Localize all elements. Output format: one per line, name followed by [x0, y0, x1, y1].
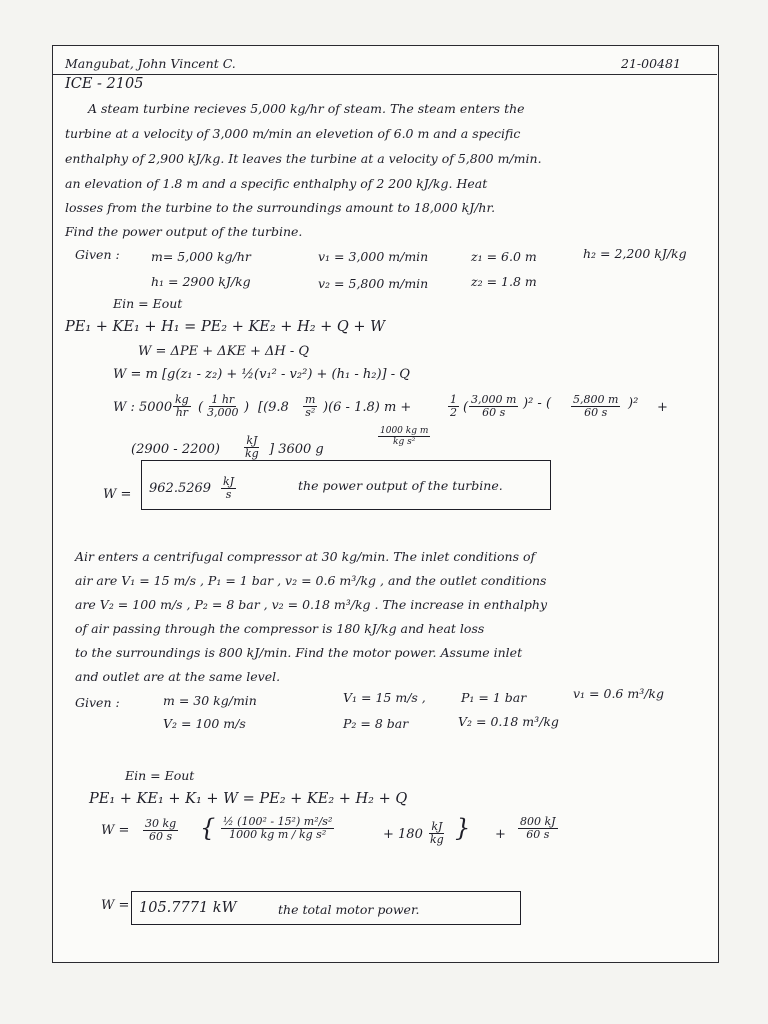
p1-line-1: A steam turbine recieves 5,000 kg/hr of steam. The steam enters the: [88, 101, 525, 116]
p1-eq5-conv: ] 3600 g: [269, 442, 324, 457]
frac-den: kg s²: [393, 437, 416, 447]
p2-plus-q: +: [495, 827, 506, 842]
p2-plus-h: + 180: [383, 827, 423, 842]
frac-num: 800 kJ: [520, 815, 556, 828]
p2-brace-open: {: [200, 814, 216, 842]
p1-given-z1: z₁ = 6.0 m: [471, 249, 537, 264]
frac-num: 1: [450, 393, 457, 406]
p1-eq4-plus: +: [657, 400, 668, 415]
p2-result-label: W =: [101, 898, 130, 913]
p2-given-v2: V₂ = 0.18 m³/kg: [458, 714, 559, 729]
frac-den: 2: [450, 406, 457, 419]
worksheet: [52, 45, 719, 963]
p1-frac-kj-kg: [243, 435, 261, 460]
p1-given-v1: v₁ = 3,000 m/min: [318, 249, 429, 264]
p1-given-h2: h₂ = 2,200 kJ/kg: [583, 246, 687, 261]
p1-result-label: W =: [103, 487, 132, 502]
p2-frac-ke: [221, 816, 334, 841]
p1-eq4-mass: W : 5000: [113, 400, 173, 415]
frac-num: m: [305, 393, 316, 406]
frac-num: kJ: [246, 434, 258, 447]
frac-num: 1 hr: [211, 393, 235, 406]
p1-minus: )² - (: [523, 396, 552, 411]
frac-num: kJ: [431, 820, 443, 833]
p1-given-label: Given :: [75, 247, 120, 262]
frac-den: s: [225, 488, 232, 501]
p1-line-6: Find the power output of the turbine.: [65, 224, 303, 239]
p1-given-v2: v₂ = 5,800 m/min: [318, 276, 429, 291]
p2-given-V2: V₂ = 100 m/s: [163, 716, 246, 731]
p1-frac-v1: [469, 394, 518, 419]
p1-eq5-dh: (2900 - 2200): [131, 442, 220, 457]
p1-result-value: 962.5269: [149, 481, 212, 496]
p1-sq: )²: [628, 396, 639, 411]
p1-eq-2: W = ΔPE + ΔKE + ΔH - Q: [138, 344, 310, 359]
p1-frac-kg-hr: [173, 394, 191, 419]
p2-frac-kj-kg: [428, 821, 446, 846]
frac-den: s²: [305, 406, 316, 419]
student-id: 21-00481: [621, 56, 681, 71]
p1-energy-balance: Ein = Eout: [113, 296, 183, 311]
frac-den: 3,000: [207, 406, 239, 419]
frac-den: 60 s: [526, 828, 550, 841]
frac-num: 1000 kg m: [380, 426, 429, 436]
p2-w-label: W =: [101, 823, 130, 838]
header-rule: [53, 74, 717, 75]
frac-num: ½ (100² - 15²) m²/s²: [223, 815, 333, 828]
p2-line-5: to the surroundings is 800 kJ/min. Find the motor power. Assume inlet: [75, 645, 523, 660]
frac-den: 60 s: [482, 406, 506, 419]
frac-num: kg: [175, 393, 189, 406]
p2-brace-close: }: [455, 814, 471, 842]
frac-num: 30 kg: [145, 817, 177, 830]
frac-den: kg: [430, 833, 444, 846]
frac-den: hr: [175, 406, 189, 419]
frac-num: kJ: [223, 475, 235, 488]
frac-num: 3,000 m: [471, 393, 517, 406]
p1-given-z2: z₂ = 1.8 m: [471, 274, 537, 289]
p1-frac-kgm: [378, 426, 430, 447]
p1-paren-close: ): [244, 400, 250, 415]
p2-line-3: are V₂ = 100 m/s , P₂ = 8 bar , v₂ = 0.18 m³/kg . The increase in enthalphy: [75, 597, 548, 612]
p1-eq4-dz: )(6 - 1.8) m +: [323, 400, 412, 415]
p2-given-m: m = 30 kg/min: [163, 693, 257, 708]
p1-line-5: losses from the turbine to the surroundings amount to 18,000 kJ/hr.: [65, 200, 496, 215]
frac-den: 60 s: [584, 406, 608, 419]
frac-den: 1000 kg m / kg s²: [229, 828, 327, 841]
p2-line-2: air are V₁ = 15 m/s , P₁ = 1 bar , v₂ = 0.6 m³/kg , and the outlet conditions: [75, 573, 547, 588]
frac-den: kg: [245, 447, 259, 460]
p1-line-4: an elevation of 1.8 m and a specific enthalphy of 2 200 kJ/kg. Heat: [65, 176, 488, 191]
p2-given-V1: V₁ = 15 m/s ,: [343, 690, 426, 705]
p2-given-P2: P₂ = 8 bar: [343, 716, 409, 731]
p1-frac-m-s2: [303, 394, 317, 419]
p2-eq-1: PE₁ + KE₁ + K₁ + W = PE₂ + KE₂ + H₂ + Q: [89, 791, 408, 807]
section-code: ICE - 2105: [65, 76, 144, 92]
p1-frac-hr-s: [205, 394, 241, 419]
p2-line-6: and outlet are at the same level.: [75, 669, 281, 684]
frac-num: 5,800 m: [573, 393, 619, 406]
p1-paren-open: (: [198, 400, 204, 415]
p2-line-4: of air passing through the compressor is 180 kJ/kg and heat loss: [75, 621, 485, 636]
p1-frac-half: [448, 394, 459, 419]
p2-given-P1: P₁ = 1 bar: [461, 690, 527, 705]
p1-paren-open-2: (: [463, 400, 469, 415]
student-name: Mangubat, John Vincent C.: [65, 56, 236, 71]
p2-result-text: the total motor power.: [278, 902, 420, 917]
p1-line-2: turbine at a velocity of 3,000 m/min an elevetion of 6.0 m and a specific: [65, 126, 521, 141]
p2-line-1: Air enters a centrifugal compressor at 30 kg/min. The inlet conditions of: [75, 549, 536, 564]
p1-result-text: the power output of the turbine.: [298, 478, 503, 493]
p1-result-unit: [221, 476, 236, 501]
p1-given-h1: h₁ = 2900 kJ/kg: [151, 274, 251, 289]
p1-eq-3: W = m [g(z₁ - z₂) + ½(v₁² - v₂²) + (h₁ - h₂)] - Q: [113, 367, 410, 382]
p2-energy-balance: Ein = Eout: [125, 768, 195, 783]
p1-frac-v2: [571, 394, 620, 419]
p1-eq-1: PE₁ + KE₁ + H₁ = PE₂ + KE₂ + H₂ + Q + W: [65, 319, 386, 335]
p2-frac-q: [518, 816, 558, 841]
p2-given-label: Given :: [75, 695, 120, 710]
p2-result-value: 105.7771 kW: [139, 900, 237, 916]
p2-given-v1: v₁ = 0.6 m³/kg: [573, 686, 664, 701]
p1-given-m: m= 5,000 kg/hr: [151, 249, 251, 264]
frac-den: 60 s: [149, 830, 173, 843]
p2-frac-m: [143, 818, 178, 843]
p1-line-3: enthalphy of 2,900 kJ/kg. It leaves the turbine at a velocity of 5,800 m/min.: [65, 151, 542, 166]
p1-eq4-g: [(9.8: [258, 400, 289, 415]
